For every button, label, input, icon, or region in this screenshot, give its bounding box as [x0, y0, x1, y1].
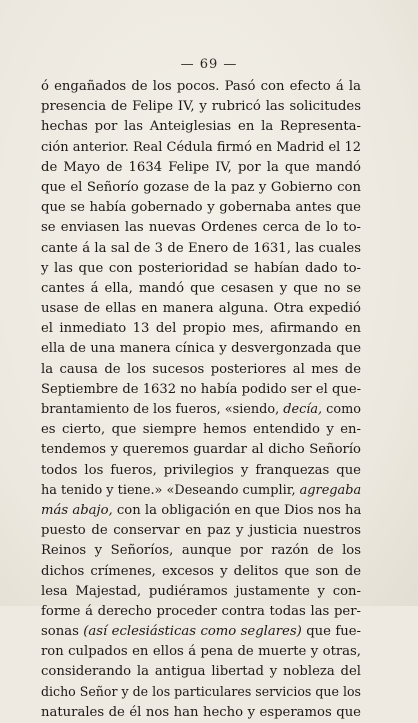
text-line: [41, 299, 361, 319]
text-line: [41, 703, 361, 723]
text-line: [41, 662, 361, 682]
text-line: [41, 501, 361, 521]
text-line: [41, 622, 361, 642]
text-segment: es cierto, que siempre hemos entendido y en-: [41, 422, 361, 438]
text-segment: y las que con posterioridad se habían dado to-: [41, 260, 361, 276]
text-line: [41, 400, 361, 420]
text-segment: ó engañados de los pocos. Pasó con efecto á la: [41, 79, 361, 94]
text-line: [41, 481, 361, 501]
text-segment: tendemos y queremos guardar al dicho Señorío: [41, 442, 361, 458]
text-line: [41, 420, 361, 440]
text-line: [41, 279, 361, 299]
text-segment: dichos crímenes, excesos y delitos que son de: [41, 563, 361, 579]
text-segment: dicho Señor y de los particulares servicios que los: [41, 684, 362, 700]
body-text: [41, 64, 361, 723]
text-segment: ción anterior. Real Cédula firmó en Madrid el 12: [41, 139, 361, 155]
text-line: [41, 521, 361, 541]
text-segment: ha tenido y tiene.» «Deseando cumplir,: [41, 482, 300, 498]
text-segment: lesa Majestad, pudiéramos justamente y con-: [41, 583, 361, 599]
text-line: [41, 582, 361, 602]
italic-text: (así eclesiásticas como seglares): [83, 624, 302, 640]
text-line: [41, 218, 361, 238]
text-segment: la causa de los sucesos posteriores al mes de: [41, 361, 361, 377]
text-line: [41, 562, 361, 582]
text-line: [41, 259, 361, 279]
text-line: [41, 380, 361, 400]
text-segment: ella de una manera cínica y desvergonzada que: [41, 341, 361, 357]
text-line: [41, 683, 361, 703]
text-line: [41, 642, 361, 662]
text-segment: puesto de conservar en paz y justicia nuestros: [41, 523, 361, 539]
text-segment: que se había gobernado y gobernaba antes que: [41, 200, 361, 216]
text-segment: Septiembre de 1632 no había podido ser el que-: [41, 381, 362, 397]
text-line: [41, 360, 361, 380]
text-segment: forme á derecho proceder contra todas las per-: [41, 603, 361, 619]
text-segment: el inmediato 13 del propio mes, afirmando en: [41, 321, 361, 337]
text-segment: usase de ellas en manera alguna. Otra expedió: [41, 301, 361, 317]
text-line: [41, 77, 361, 97]
italic-text: más abajo,: [41, 502, 113, 518]
text-line: [41, 602, 361, 622]
text-segment: cante á la sal de 3 de Enero de 1631, las cuales: [41, 240, 361, 256]
text-segment: considerando la antigua libertad y nobleza del: [41, 664, 361, 680]
text-segment: con la obligación en que Dios nos ha: [112, 502, 362, 518]
text-segment: hechas por las Anteiglesias en la Representa-: [41, 119, 361, 135]
text-line: [41, 339, 361, 359]
page-number: — 69 —: [180, 57, 238, 72]
text-line: [41, 117, 361, 137]
text-segment: brantamiento de los fueros, «siendo,: [41, 402, 284, 417]
text-line: [41, 440, 361, 460]
text-segment: cantes á ella, mandó que cesasen y que no se: [41, 280, 361, 296]
text-segment: sonas: [41, 624, 84, 640]
text-segment: se enviasen las nuevas Ordenes cerca de lo to-: [41, 220, 361, 236]
text-line: [41, 97, 361, 117]
text-line: [41, 138, 361, 158]
text-segment: presencia de Felipe IV, y rubricó las solicitudes: [41, 99, 361, 115]
text-line: [41, 239, 361, 259]
text-line: [41, 198, 361, 218]
text-segment: como: [322, 402, 361, 417]
text-line: [41, 178, 361, 198]
text-line: [41, 461, 361, 481]
text-segment: naturales de él nos han hecho y esperamos que: [41, 704, 361, 720]
text-segment: que fue-: [301, 624, 361, 640]
text-line: [41, 158, 361, 178]
italic-text: decía,: [283, 402, 323, 417]
text-segment: que el Señorío gozase de la paz y Gobierno con: [41, 179, 361, 195]
text-segment: todos los fueros, privilegios y franquezas que: [41, 462, 361, 478]
text-line: [41, 541, 361, 561]
text-segment: Reinos y Señoríos, aunque por razón de los: [41, 543, 361, 559]
text-segment: de Mayo de 1634 Felipe IV, por la que mandó: [41, 159, 361, 175]
text-segment: ron culpados en ellos á pena de muerte y otras,: [41, 644, 361, 660]
italic-text: agregaba: [299, 482, 362, 498]
text-line: [41, 319, 361, 339]
